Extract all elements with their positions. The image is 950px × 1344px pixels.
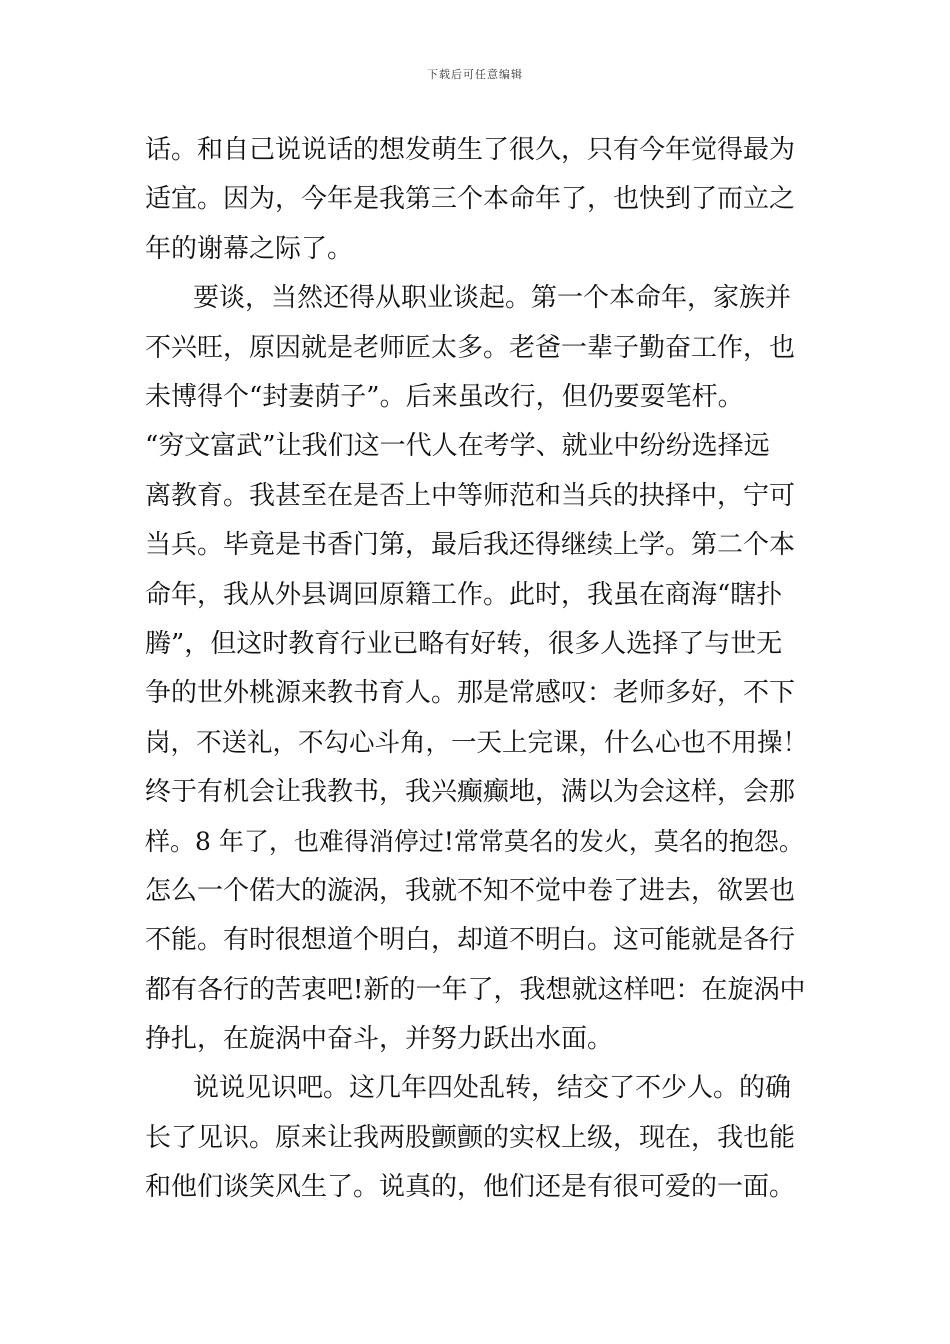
text-line: “穷文富武”让我们这一代人在考学、就业中纷纷选择远: [145, 431, 770, 462]
text-line: 离教育。我甚至在是否上中等师范和当兵的抉择中，宁可: [145, 480, 796, 511]
paragraph-start-line: 说说见识吧。这几年四处乱转，结交了不少人。的确: [193, 1073, 792, 1104]
text-line: 不兴旺，原因就是老师匠太多。老爸一辈子勤奋工作，也: [145, 332, 796, 363]
text-line: 争的世外桃源来教书育人。那是常感叹：老师多好，不下: [145, 678, 796, 709]
text-line: 当兵。毕竟是书香门第，最后我还得继续上学。第二个本: [145, 530, 796, 561]
text-line: 岗，不送礼，不勾心斗角，一天上完课，什么心也不用操！: [145, 727, 809, 758]
text-line: 话。和自己说说话的想发萌生了很久，只有今年觉得最为: [145, 135, 796, 165]
paragraph-start-line: 要谈，当然还得从职业谈起。第一个本命年，家族并: [193, 283, 792, 314]
text-line: 终于有机会让我教书，我兴癫癫地，满以为会这样，会那: [145, 777, 796, 808]
text-line: 长了见识。原来让我两股颤颤的实权上级，现在，我也能: [145, 1122, 796, 1153]
text-line: 未博得个“封妻荫子”。后来虽改行，但仍要耍笔杆。: [145, 381, 744, 412]
text-line: 怎么一个偌大的漩涡，我就不知不觉中卷了进去，欲罢也: [145, 875, 796, 906]
text-line: 适宜。因为，今年是我第三个本命年了，也快到了而立之: [145, 184, 796, 215]
text-line: 腾”，但这时教育行业已略有好转，很多人选择了与世无: [145, 628, 783, 659]
text-line: 命年，我从外县调回原籍工作。此时，我虽在商海“瞎扑: [145, 579, 783, 610]
page-header: 下载后可任意编辑: [427, 68, 523, 81]
body-text: [145, 126, 815, 1213]
text-line: 样。8 年了，也难得消停过!常常莫名的发火，莫名的抱怨。: [145, 827, 804, 857]
text-line: 和他们谈笑风生了。说真的，他们还是有很可爱的一面。: [145, 1172, 796, 1203]
text-line: 都有各行的苦衷吧!新的一年了，我想就这样吧：在旋涡中: [145, 974, 806, 1005]
text-line: 不能。有时很想道个明白，却道不明白。这可能就是各行: [145, 925, 796, 956]
text-line: 挣扎，在旋涡中奋斗，并努力跃出水面。: [145, 1024, 614, 1055]
text-line: 年的谢幕之际了。: [145, 233, 354, 264]
